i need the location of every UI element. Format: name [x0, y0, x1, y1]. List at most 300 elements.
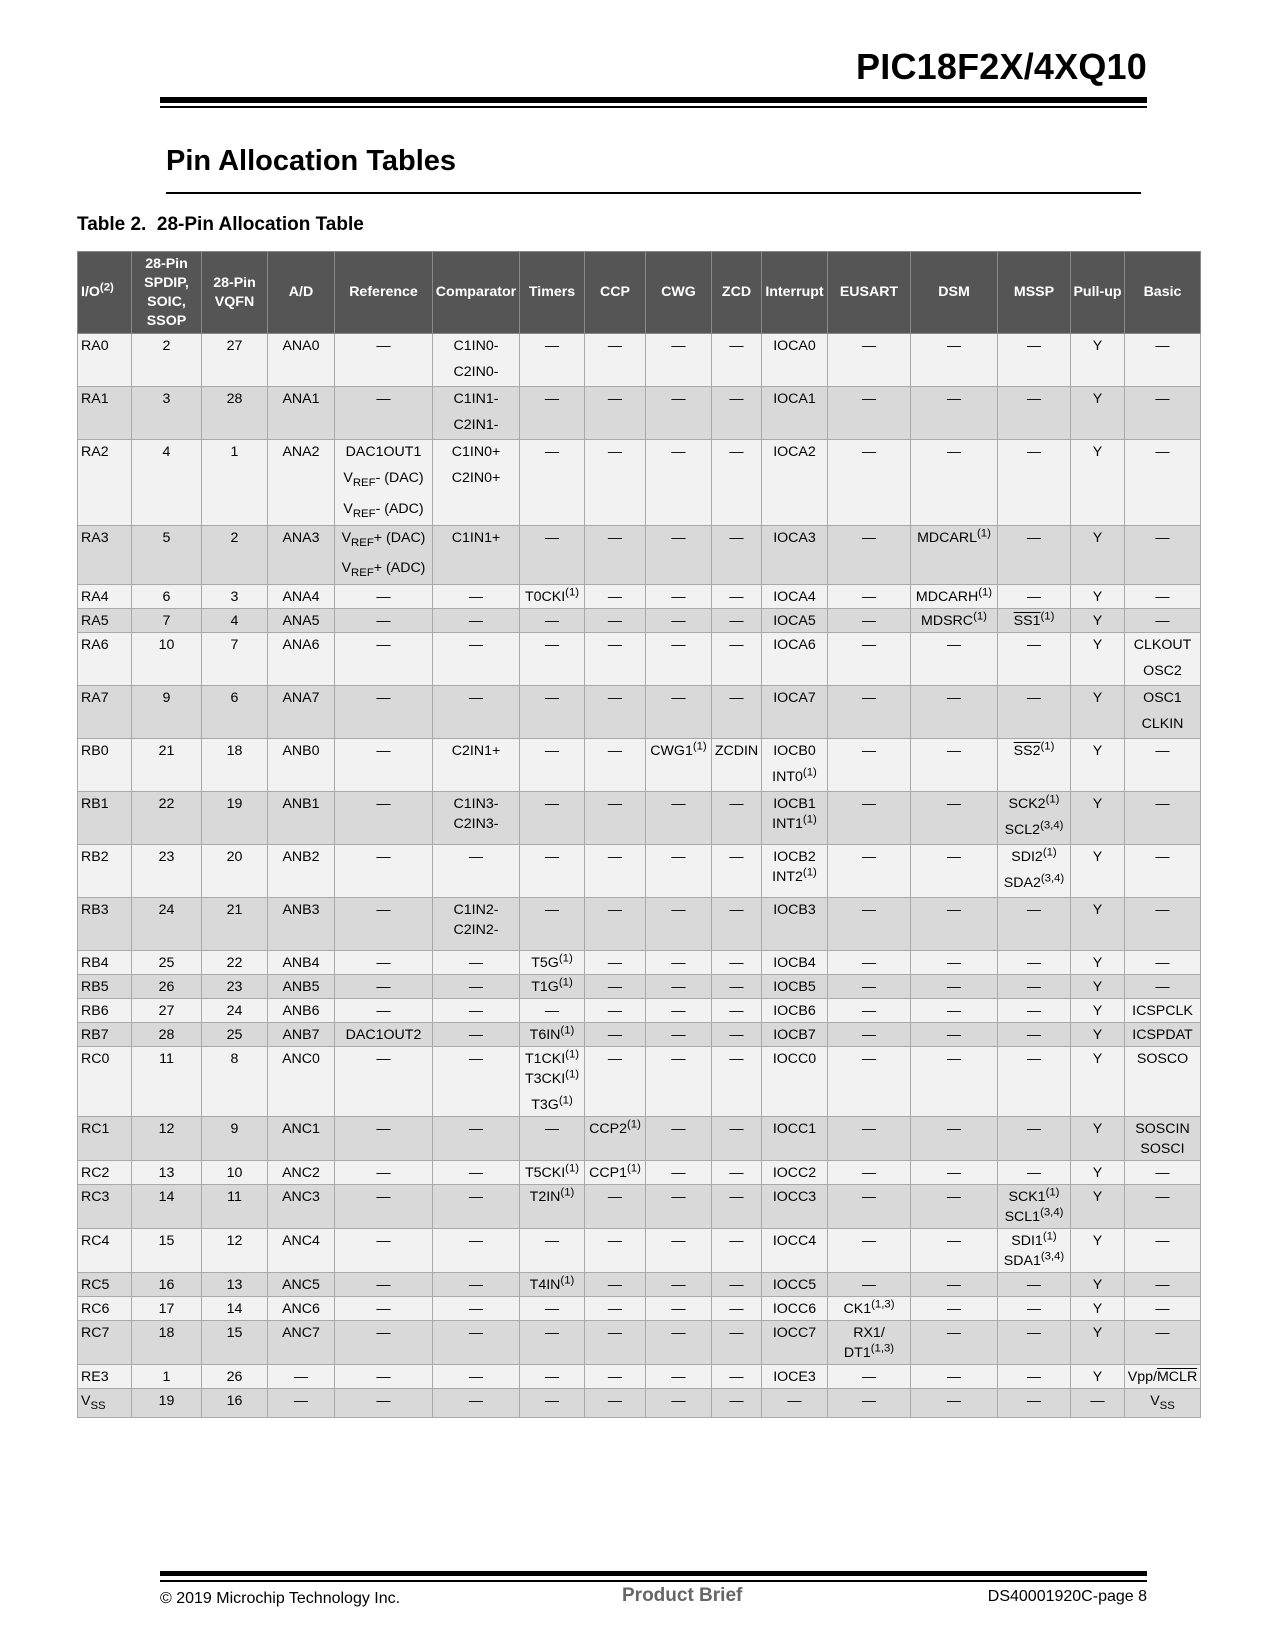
cell-ad: ANA4 [268, 585, 335, 609]
cell-interrupt: — [762, 1389, 828, 1418]
cell-mssp: — [998, 1321, 1071, 1365]
cell-timers: T5CKI$^{(1)}$ [520, 1161, 585, 1185]
cell-pullup: Y [1071, 1161, 1125, 1185]
cell-interrupt: IOCC4 [762, 1229, 828, 1273]
cell-timers: — [520, 792, 585, 845]
cell-basic: — [1125, 739, 1201, 792]
table-row [78, 739, 1201, 792]
cell-vqfn: 24 [202, 999, 268, 1023]
cell-eusart: — [828, 334, 911, 387]
cell-interrupt: IOCA7 [762, 686, 828, 739]
cell-io: RB0 [78, 739, 132, 792]
cell-spdip: 26 [132, 975, 202, 999]
cell-io: RB2 [78, 845, 132, 898]
cell-zcd: — [712, 792, 762, 845]
cell-pullup: Y [1071, 609, 1125, 633]
cell-ccp: — [585, 1047, 646, 1117]
cell-comparator: — [433, 1185, 520, 1229]
cell-comparator: C1IN3- C2IN3- [433, 792, 520, 845]
cell-cwg: — [646, 585, 712, 609]
cell-ad: ANB6 [268, 999, 335, 1023]
cell-io: RC3 [78, 1185, 132, 1229]
cell-pullup: Y [1071, 1185, 1125, 1229]
cell-mssp: — [998, 1273, 1071, 1297]
column-header-timers: Timers [520, 252, 585, 334]
cell-pullup: Y [1071, 1229, 1125, 1273]
cell-interrupt: IOCE3 [762, 1365, 828, 1389]
cell-vqfn: 27 [202, 334, 268, 387]
cell-vqfn: 3 [202, 585, 268, 609]
cell-comparator: — [433, 1297, 520, 1321]
cell-comparator: — [433, 1117, 520, 1161]
cell-zcd: — [712, 975, 762, 999]
cell-eusart: — [828, 1023, 911, 1047]
cell-basic: SOSCIN SOSCI [1125, 1117, 1201, 1161]
cell-timers: — [520, 633, 585, 686]
cell-zcd: ZCDIN [712, 739, 762, 792]
cell-ccp: — [585, 686, 646, 739]
cell-mssp: SCK1$^{(1)}$ SCL1$^{(3,4)}$ [998, 1185, 1071, 1229]
cell-interrupt: IOCA1 [762, 387, 828, 440]
cell-dsm: — [911, 951, 998, 975]
cell-timers: — [520, 845, 585, 898]
table-row [78, 585, 1201, 609]
cell-ad: ANB4 [268, 951, 335, 975]
cell-spdip: 10 [132, 633, 202, 686]
column-header-mssp: MSSP [998, 252, 1071, 334]
cell-timers: — [520, 525, 585, 585]
cell-zcd: — [712, 999, 762, 1023]
cell-interrupt: IOCC6 [762, 1297, 828, 1321]
cell-io: RA3 [78, 525, 132, 585]
cell-mssp: SDI1$^{(1)}$ SDA1$^{(3,4)}$ [998, 1229, 1071, 1273]
cell-ad: ANC6 [268, 1297, 335, 1321]
cell-dsm: — [911, 1023, 998, 1047]
cell-interrupt: IOCC2 [762, 1161, 828, 1185]
cell-cwg: — [646, 440, 712, 526]
cell-basic: — [1125, 1185, 1201, 1229]
cell-basic: — [1125, 1273, 1201, 1297]
cell-timers: T4IN$^{(1)}$ [520, 1273, 585, 1297]
cell-timers: — [520, 387, 585, 440]
cell-interrupt: IOCC3 [762, 1185, 828, 1229]
cell-cwg: — [646, 1117, 712, 1161]
cell-dsm: — [911, 686, 998, 739]
cell-reference: — [335, 792, 433, 845]
cell-timers: — [520, 1117, 585, 1161]
cell-dsm: — [911, 334, 998, 387]
cell-timers: — [520, 1321, 585, 1365]
cell-basic: — [1125, 585, 1201, 609]
cell-interrupt: IOCA3 [762, 525, 828, 585]
cell-pullup: Y [1071, 1117, 1125, 1161]
cell-reference: — [335, 1229, 433, 1273]
cell-eusart: — [828, 951, 911, 975]
cell-io: RB5 [78, 975, 132, 999]
cell-vqfn: 13 [202, 1273, 268, 1297]
cell-interrupt: IOCC7 [762, 1321, 828, 1365]
cell-spdip: 9 [132, 686, 202, 739]
cell-comparator: C1IN0+ C2IN0+ [433, 440, 520, 526]
column-header-ad: A/D [268, 252, 335, 334]
cell-interrupt: IOCC5 [762, 1273, 828, 1297]
cell-cwg: — [646, 1161, 712, 1185]
cell-timers: T1CKI$^{(1)}$ T3CKI$^{(1)}$ $T3G^{(1)}$ [520, 1047, 585, 1117]
cell-mssp: — [998, 1117, 1071, 1161]
footer-rule [160, 1571, 1147, 1576]
cell-comparator: — [433, 845, 520, 898]
cell-pullup: — [1071, 1389, 1125, 1418]
cell-reference: — [335, 1185, 433, 1229]
table-row [78, 1365, 1201, 1389]
cell-interrupt: IOCB1 INT1$^{(1)}$ [762, 792, 828, 845]
table-row [78, 1161, 1201, 1185]
cell-basic: $V_{SS}$ [1125, 1389, 1201, 1418]
cell-interrupt: IOCA0 [762, 334, 828, 387]
cell-interrupt: IOCA5 [762, 609, 828, 633]
cell-mssp: — [998, 1389, 1071, 1418]
cell-ccp: — [585, 633, 646, 686]
section-divider [166, 192, 1141, 194]
cell-ccp: — [585, 1365, 646, 1389]
cell-vqfn: 23 [202, 975, 268, 999]
cell-ad: ANA1 [268, 387, 335, 440]
column-header-pullup: Pull-up [1071, 252, 1125, 334]
column-header-io: $I/O^{(2)}$ [78, 252, 132, 334]
cell-eusart: — [828, 1273, 911, 1297]
cell-mssp: SDI2$^{(1)}$ SDA2$^{(3,4)}$ [998, 845, 1071, 898]
table-row [78, 898, 1201, 951]
cell-timers: — [520, 334, 585, 387]
table-row [78, 1229, 1201, 1273]
cell-mssp: — [998, 999, 1071, 1023]
cell-pullup: Y [1071, 387, 1125, 440]
cell-io: RA7 [78, 686, 132, 739]
cell-basic: — [1125, 525, 1201, 585]
cell-basic: SOSCO [1125, 1047, 1201, 1117]
cell-vqfn: 10 [202, 1161, 268, 1185]
cell-cwg: — [646, 975, 712, 999]
cell-reference: — [335, 609, 433, 633]
cell-eusart: — [828, 1117, 911, 1161]
cell-vqfn: 1 [202, 440, 268, 526]
cell-eusart: — [828, 975, 911, 999]
cell-spdip: 15 [132, 1229, 202, 1273]
cell-mssp: SCK2$^{(1)}$ SCL2$^{(3,4)}$ [998, 792, 1071, 845]
cell-io: RC4 [78, 1229, 132, 1273]
cell-ccp: — [585, 999, 646, 1023]
cell-vqfn: 21 [202, 898, 268, 951]
cell-vqfn: 8 [202, 1047, 268, 1117]
cell-vqfn: 4 [202, 609, 268, 633]
cell-timers: — [520, 898, 585, 951]
cell-eusart: — [828, 633, 911, 686]
cell-reference: — [335, 1047, 433, 1117]
cell-eusart: — [828, 845, 911, 898]
cell-mssp: SS2$^{(1)}$ [998, 739, 1071, 792]
cell-reference: — [335, 1273, 433, 1297]
cell-dsm: — [911, 440, 998, 526]
cell-ad: ANA0 [268, 334, 335, 387]
cell-mssp: SS1$^{(1)}$ [998, 609, 1071, 633]
cell-cwg: — [646, 792, 712, 845]
cell-ccp: — [585, 1273, 646, 1297]
cell-zcd: — [712, 440, 762, 526]
cell-interrupt: IOCA2 [762, 440, 828, 526]
cell-spdip: 21 [132, 739, 202, 792]
cell-comparator: — [433, 1389, 520, 1418]
table-row [78, 975, 1201, 999]
cell-ccp: — [585, 1185, 646, 1229]
cell-pullup: Y [1071, 633, 1125, 686]
cell-dsm: — [911, 1047, 998, 1117]
cell-io: RC1 [78, 1117, 132, 1161]
cell-vqfn: 19 [202, 792, 268, 845]
cell-comparator: C1IN1- C2IN1- [433, 387, 520, 440]
section-title: Pin Allocation Tables [166, 145, 457, 177]
cell-pullup: Y [1071, 845, 1125, 898]
table-header-row [78, 252, 1201, 334]
cell-basic: — [1125, 1161, 1201, 1185]
cell-basic: ICSPDAT [1125, 1023, 1201, 1047]
cell-mssp: — [998, 585, 1071, 609]
cell-comparator: — [433, 951, 520, 975]
cell-spdip: 27 [132, 999, 202, 1023]
pin-allocation-table [77, 251, 1201, 1418]
table-row [78, 525, 1201, 585]
cell-reference: — [335, 1321, 433, 1365]
cell-basic: — [1125, 440, 1201, 526]
cell-io: RB6 [78, 999, 132, 1023]
cell-spdip: 23 [132, 845, 202, 898]
cell-mssp: — [998, 1161, 1071, 1185]
cell-reference: — [335, 975, 433, 999]
cell-zcd: — [712, 1389, 762, 1418]
cell-interrupt: IOCB5 [762, 975, 828, 999]
cell-ccp: — [585, 585, 646, 609]
cell-io: RB1 [78, 792, 132, 845]
cell-zcd: — [712, 1297, 762, 1321]
cell-zcd: — [712, 1117, 762, 1161]
cell-zcd: — [712, 633, 762, 686]
cell-interrupt: IOCC1 [762, 1117, 828, 1161]
cell-dsm: — [911, 1273, 998, 1297]
cell-dsm: — [911, 898, 998, 951]
cell-eusart: — [828, 609, 911, 633]
cell-ccp: — [585, 334, 646, 387]
cell-ccp: — [585, 387, 646, 440]
cell-spdip: 22 [132, 792, 202, 845]
table-row [78, 792, 1201, 845]
cell-reference: — [335, 951, 433, 975]
cell-pullup: Y [1071, 525, 1125, 585]
cell-comparator: — [433, 633, 520, 686]
cell-spdip: 13 [132, 1161, 202, 1185]
cell-io: $V_{SS}$ [78, 1389, 132, 1418]
cell-ccp: — [585, 1297, 646, 1321]
cell-vqfn: 6 [202, 686, 268, 739]
cell-ad: ANB1 [268, 792, 335, 845]
cell-cwg: — [646, 1365, 712, 1389]
table-row [78, 633, 1201, 686]
cell-timers: — [520, 1365, 585, 1389]
cell-zcd: — [712, 898, 762, 951]
cell-dsm: — [911, 387, 998, 440]
cell-ccp: — [585, 1389, 646, 1418]
cell-pullup: Y [1071, 792, 1125, 845]
cell-comparator: — [433, 1023, 520, 1047]
cell-dsm: — [911, 975, 998, 999]
cell-spdip: 19 [132, 1389, 202, 1418]
cell-eusart: — [828, 1047, 911, 1117]
cell-cwg: — [646, 999, 712, 1023]
cell-timers: T0CKI$^{(1)}$ [520, 585, 585, 609]
cell-spdip: 28 [132, 1023, 202, 1047]
cell-io: RC2 [78, 1161, 132, 1185]
cell-vqfn: 15 [202, 1321, 268, 1365]
cell-basic: — [1125, 609, 1201, 633]
cell-cwg: — [646, 633, 712, 686]
cell-interrupt: IOCC0 [762, 1047, 828, 1117]
footer-page-number: DS40001920C-page 8 [987, 1588, 1147, 1605]
cell-mssp: — [998, 898, 1071, 951]
cell-reference: — [335, 686, 433, 739]
cell-interrupt: IOCB3 [762, 898, 828, 951]
cell-cwg: — [646, 334, 712, 387]
cell-mssp: — [998, 1023, 1071, 1047]
cell-timers: $T1G^{(1)}$ [520, 975, 585, 999]
cell-io: RC6 [78, 1297, 132, 1321]
column-header-eusart: EUSART [828, 252, 911, 334]
cell-ad: ANC7 [268, 1321, 335, 1365]
cell-pullup: Y [1071, 1297, 1125, 1321]
cell-spdip: 6 [132, 585, 202, 609]
cell-ccp: — [585, 609, 646, 633]
cell-dsm: — [911, 845, 998, 898]
cell-basic: — [1125, 334, 1201, 387]
cell-basic: ICSPCLK [1125, 999, 1201, 1023]
cell-cwg: — [646, 1185, 712, 1229]
cell-pullup: Y [1071, 686, 1125, 739]
cell-pullup: Y [1071, 975, 1125, 999]
cell-comparator: — [433, 1321, 520, 1365]
cell-basic: Vpp/MCLR [1125, 1365, 1201, 1389]
cell-pullup: Y [1071, 951, 1125, 975]
cell-vqfn: 18 [202, 739, 268, 792]
cell-pullup: Y [1071, 999, 1125, 1023]
cell-zcd: — [712, 1161, 762, 1185]
cell-reference: DAC1OUT2 [335, 1023, 433, 1047]
header-rule [160, 97, 1147, 103]
cell-timers: $T5G^{(1)}$ [520, 951, 585, 975]
cell-dsm: — [911, 633, 998, 686]
cell-dsm: — [911, 1229, 998, 1273]
cell-eusart: — [828, 1185, 911, 1229]
footer-product-brief: Product Brief [622, 1585, 743, 1606]
column-header-basic: Basic [1125, 252, 1201, 334]
cell-ad: ANB0 [268, 739, 335, 792]
cell-reference: — [335, 387, 433, 440]
cell-cwg: — [646, 609, 712, 633]
column-header-vqfn: 28-Pin VQFN [202, 252, 268, 334]
cell-ccp: — [585, 898, 646, 951]
cell-io: RB7 [78, 1023, 132, 1047]
table-row [78, 1273, 1201, 1297]
cell-mssp: — [998, 975, 1071, 999]
footer-rule-thin [160, 1580, 1147, 1582]
cell-basic: CLKOUT OSC2 [1125, 633, 1201, 686]
cell-cwg: — [646, 1023, 712, 1047]
cell-timers: — [520, 609, 585, 633]
column-header-interrupt: Interrupt [762, 252, 828, 334]
cell-cwg: — [646, 1389, 712, 1418]
cell-eusart: — [828, 585, 911, 609]
cell-basic: — [1125, 1229, 1201, 1273]
cell-io: RC0 [78, 1047, 132, 1117]
cell-reference: — [335, 334, 433, 387]
cell-spdip: 17 [132, 1297, 202, 1321]
cell-eusart: — [828, 440, 911, 526]
cell-cwg: — [646, 1273, 712, 1297]
cell-dsm: — [911, 1185, 998, 1229]
cell-reference: — [335, 898, 433, 951]
cell-io: RA2 [78, 440, 132, 526]
cell-cwg: — [646, 1297, 712, 1321]
cell-comparator: — [433, 1047, 520, 1117]
table-row [78, 1047, 1201, 1117]
cell-cwg: — [646, 1047, 712, 1117]
cell-cwg: — [646, 387, 712, 440]
cell-comparator: — [433, 999, 520, 1023]
cell-pullup: Y [1071, 1273, 1125, 1297]
cell-dsm: — [911, 1161, 998, 1185]
cell-pullup: Y [1071, 898, 1125, 951]
cell-io: RB4 [78, 951, 132, 975]
cell-basic: — [1125, 387, 1201, 440]
cell-dsm: MDSRC$^{(1)}$ [911, 609, 998, 633]
cell-pullup: Y [1071, 585, 1125, 609]
cell-zcd: — [712, 334, 762, 387]
cell-vqfn: 22 [202, 951, 268, 975]
cell-vqfn: 26 [202, 1365, 268, 1389]
cell-reference: — [335, 633, 433, 686]
cell-dsm: — [911, 1321, 998, 1365]
cell-zcd: — [712, 1185, 762, 1229]
cell-comparator: — [433, 975, 520, 999]
cell-io: RA0 [78, 334, 132, 387]
cell-pullup: Y [1071, 1023, 1125, 1047]
cell-spdip: 11 [132, 1047, 202, 1117]
cell-zcd: — [712, 1023, 762, 1047]
cell-io: RA4 [78, 585, 132, 609]
cell-basic: OSC1 CLKIN [1125, 686, 1201, 739]
cell-zcd: — [712, 1321, 762, 1365]
table-row [78, 609, 1201, 633]
cell-io: RE3 [78, 1365, 132, 1389]
cell-reference: — [335, 1389, 433, 1418]
cell-ccp: — [585, 525, 646, 585]
cell-spdip: 16 [132, 1273, 202, 1297]
cell-eusart: — [828, 739, 911, 792]
cell-pullup: Y [1071, 1321, 1125, 1365]
cell-ccp: — [585, 1023, 646, 1047]
cell-vqfn: 14 [202, 1297, 268, 1321]
cell-reference: — [335, 845, 433, 898]
cell-reference: — [335, 1365, 433, 1389]
cell-dsm: MDCARH$^{(1)}$ [911, 585, 998, 609]
cell-eusart: — [828, 792, 911, 845]
cell-ad: ANC4 [268, 1229, 335, 1273]
